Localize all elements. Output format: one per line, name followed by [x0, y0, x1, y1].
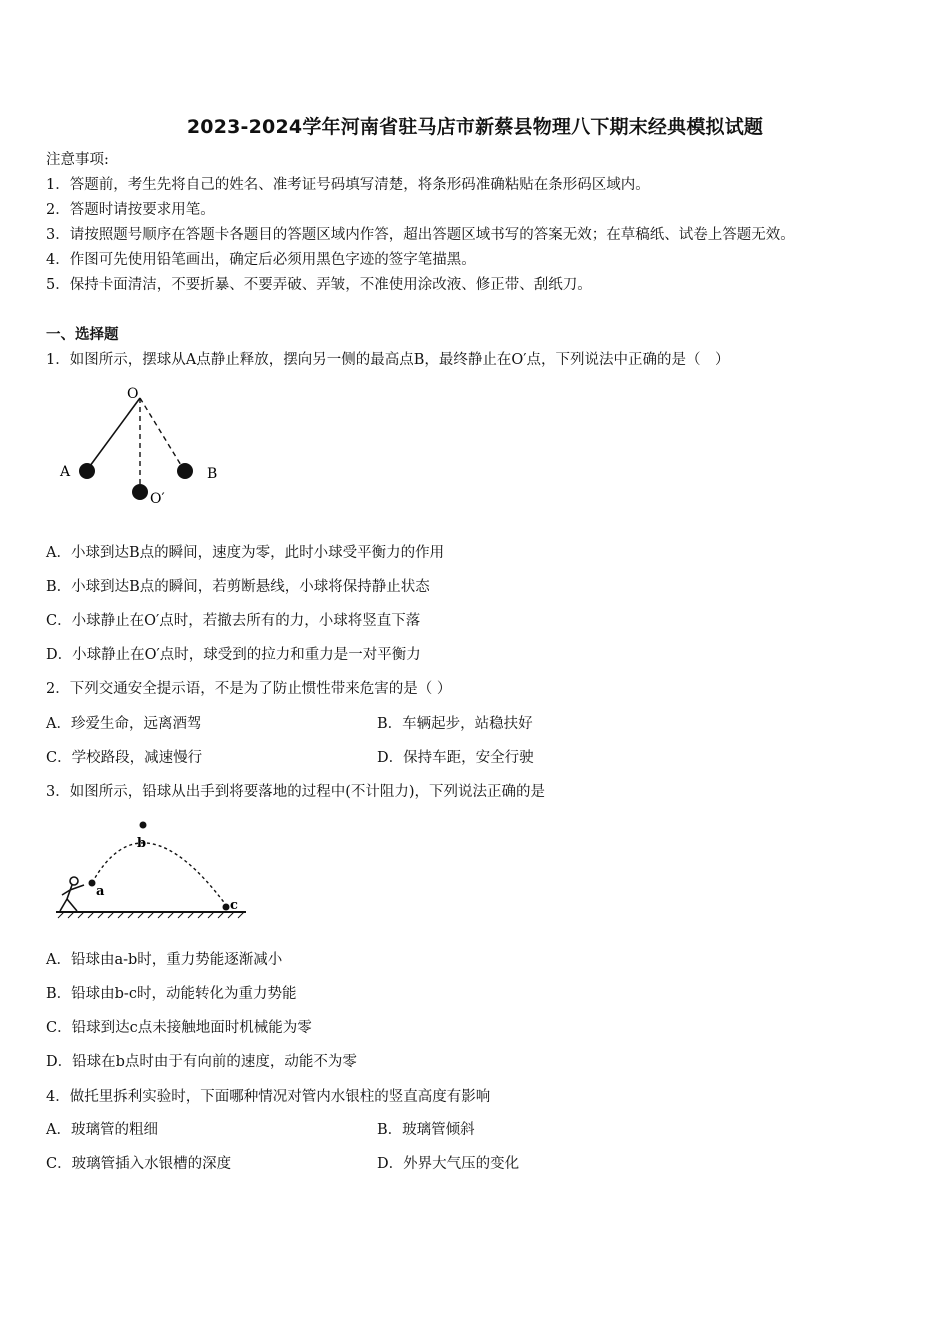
label-a: A: [60, 464, 71, 480]
question-3-stem: 3．如图所示，铅球从出手到将要落地的过程中(不计阻力)，下列说法正确的是: [46, 784, 546, 800]
section-heading: 一、选择题: [46, 326, 119, 343]
q4-option-a: A．玻璃管的粗细: [46, 1122, 158, 1138]
label-a: a: [96, 884, 105, 899]
notice-item: 5．保持卡面清洁，不要折暴、不要弄破、弄皱，不准使用涂改液、修正带、刮纸刀。: [46, 277, 592, 293]
q3-option-c: C．铅球到达c点未接触地面时机械能为零: [46, 1020, 312, 1036]
q3-option-a: A．铅球由a-b时，重力势能逐渐减小: [46, 952, 283, 968]
q2-option-d: D．保持车距，安全行驶: [377, 750, 534, 766]
ball-a: [79, 463, 95, 479]
shot-put-figure: [50, 815, 250, 925]
ball-c: [223, 904, 230, 911]
q3-option-d: D．铅球在b点时由于有向前的速度，动能不为零: [46, 1054, 357, 1070]
q4-option-d: D．外界大气压的变化: [377, 1156, 520, 1172]
trajectory-curve: [92, 843, 226, 905]
label-c: c: [230, 898, 238, 913]
label-o-prime: O′: [150, 491, 165, 507]
q2-option-c: C．学校路段，减速慢行: [46, 750, 203, 766]
q4-option-c: C．玻璃管插入水银槽的深度: [46, 1156, 232, 1172]
notice-item: 2．答题时请按要求用笔。: [46, 202, 215, 218]
notice-item: 4．作图可先使用铅笔画出，确定后必须用黑色字迹的签字笔描黑。: [46, 252, 476, 268]
question-1-stem: 1．如图所示，摆球从A点静止释放，摆向另一侧的最高点B，最终静止在O′点，下列说法中正确的是（ ）: [46, 352, 730, 368]
question-4-stem: 4．做托里拆利实验时，下面哪种情况对管内水银柱的竖直高度有影响: [46, 1089, 491, 1105]
q1-option-c: C．小球静止在O′点时，若撤去所有的力，小球将竖直下落: [46, 613, 421, 629]
ball-o-prime: [132, 484, 148, 500]
label-b: b: [137, 836, 147, 851]
q1-option-a: A．小球到达B点的瞬间，速度为零，此时小球受平衡力的作用: [46, 545, 445, 561]
q2-option-b: B．车辆起步，站稳扶好: [377, 716, 533, 732]
thrower-figure: [60, 877, 84, 911]
q2-option-a: A．珍爱生命，远离酒驾: [46, 716, 202, 732]
q1-option-d: D．小球静止在O′点时，球受到的拉力和重力是一对平衡力: [46, 647, 421, 663]
ball-b: [177, 463, 193, 479]
notice-item: 1．答题前，考生先将自己的姓名、准考证号码填写清楚，将条形码准确粘贴在条形码区域内。: [46, 177, 650, 193]
q3-option-b: B．铅球由b-c时，动能转化为重力势能: [46, 986, 297, 1002]
pendulum-string-a: [87, 398, 140, 470]
label-o: O: [127, 386, 139, 402]
pendulum-figure: [50, 380, 250, 515]
page-title: 2023-2024学年河南省驻马店市新蔡县物理八下期末经典模拟试题: [186, 116, 764, 138]
q4-option-b: B．玻璃管倾斜: [377, 1122, 475, 1138]
q1-option-b: B．小球到达B点的瞬间，若剪断悬线，小球将保持静止状态: [46, 579, 430, 595]
pendulum-string-b: [140, 398, 184, 470]
label-b: B: [207, 466, 218, 482]
question-2-stem: 2．下列交通安全提示语，不是为了防止惯性带来危害的是（ ）: [46, 681, 452, 697]
ball-b: [140, 822, 147, 829]
ball-a: [89, 880, 96, 887]
notice-heading: 注意事项:: [46, 152, 109, 168]
notice-item: 3．请按照题号顺序在答题卡各题目的答题区域内作答，超出答题区域书写的答案无效；在草稿纸、试卷上答题无效。: [46, 227, 795, 243]
